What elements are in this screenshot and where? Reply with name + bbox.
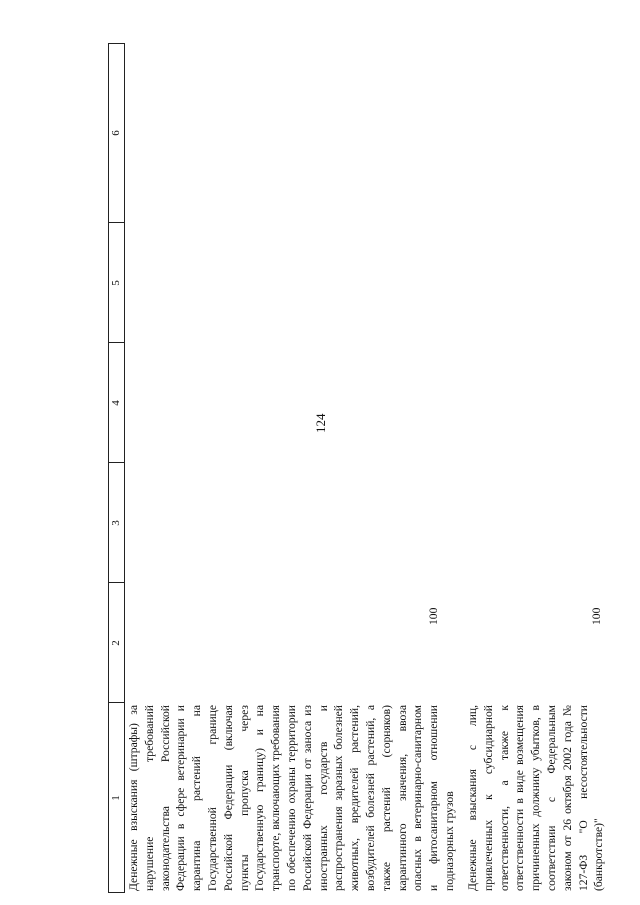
row-2-value: 100 <box>590 607 603 625</box>
row-1-value: 100 <box>427 607 440 625</box>
column-header-4: 4 <box>110 400 122 406</box>
budget-table <box>108 43 623 893</box>
page-number: 124 <box>313 413 328 433</box>
column-header-3: 3 <box>110 520 122 526</box>
header-bottom-border <box>124 43 125 893</box>
column-header-2: 2 <box>110 640 122 646</box>
row-2-description: Денежные взыскания с лиц, привлеченных к субсидиарной ответственности, а также к ответственности в виде возмещения причиненных должнику убытков, в соответствии с Федеральным законом от 26 октября 2002 года № 127-ФЗ "О несостоятельности (банкротстве)" <box>466 705 606 891</box>
column-header-5: 5 <box>110 280 122 286</box>
column-header-1: 1 <box>110 795 122 801</box>
row-1-description: Денежные взыскания (штрафы) за нарушение требований законодательства Российской Федерации в сфере ветеринарии и карантина растений на Государственной границе Российской Федерации (включая пункты пропуска через Государственную границу) и на транспорте, включающих требования по обеспечению охраны территории Российской Федерации от заноса из иностранных государств и распространения заразных болезней животных, вредителей растений, возбудителей болезней растений, а также растений (сорняков) карантинного значения, ввоза опасных в ветеринарно-санитарном и фитосанитарном отношении подназорных грузов <box>127 705 456 891</box>
column-header-6: 6 <box>110 130 122 136</box>
